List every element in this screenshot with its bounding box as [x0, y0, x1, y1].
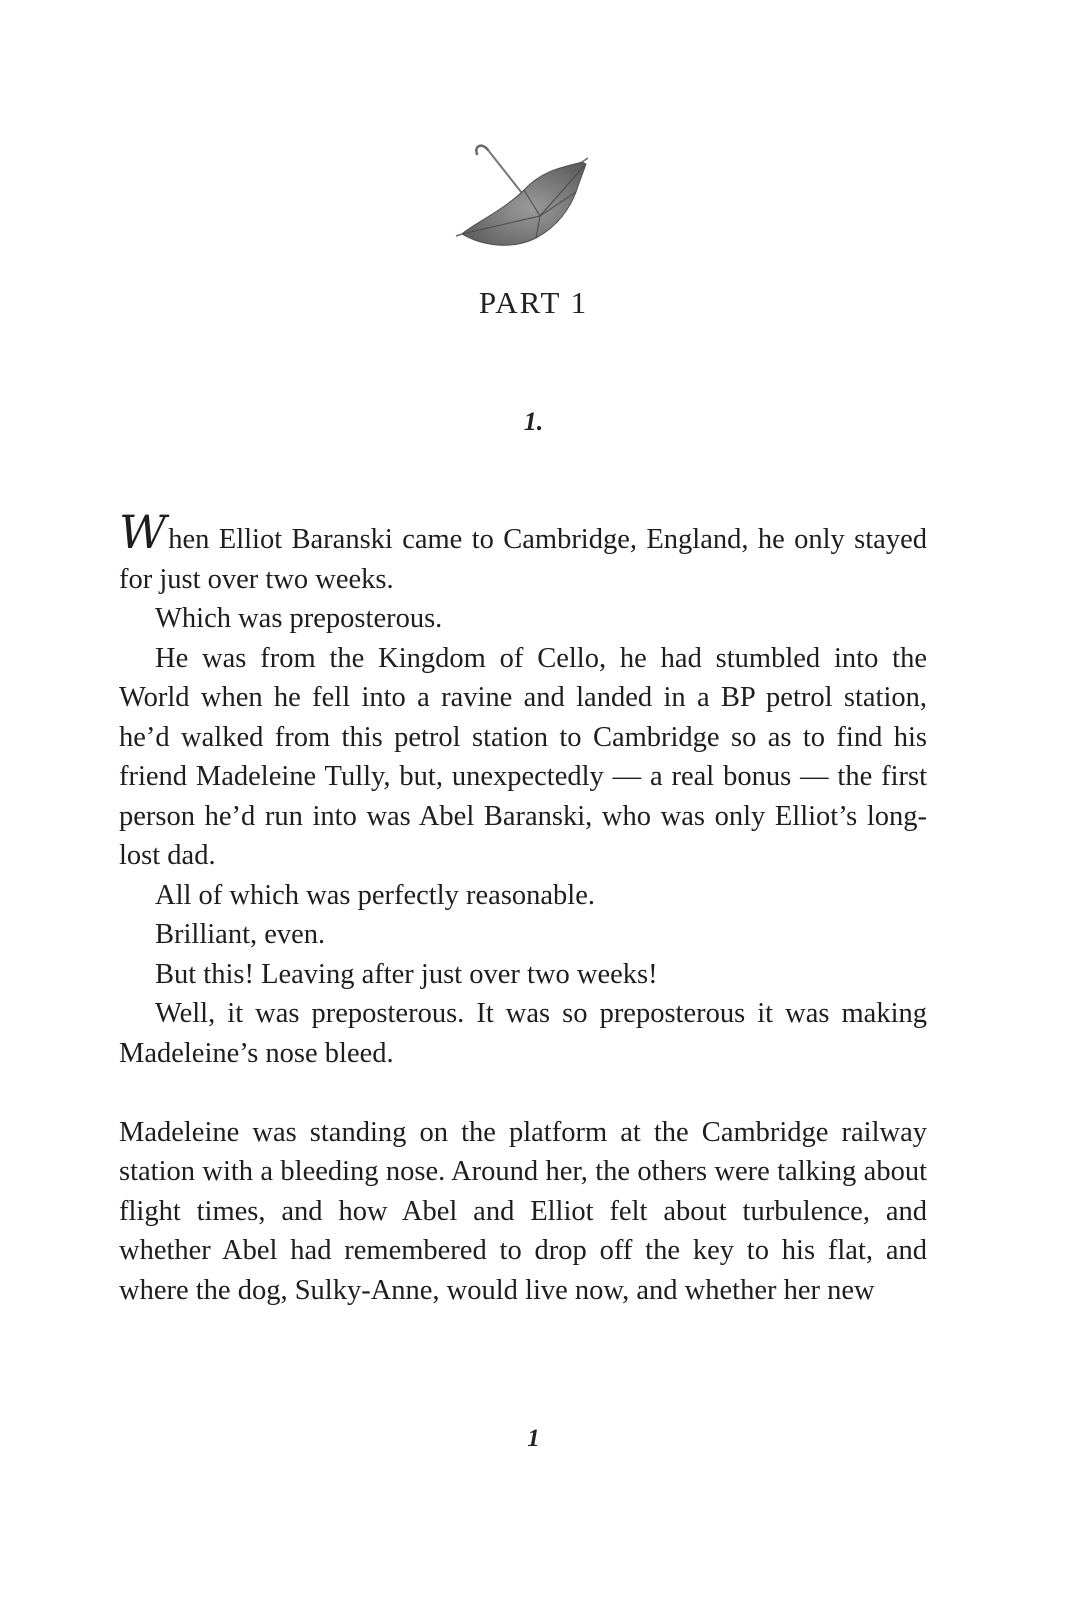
paragraph-opening [119, 505, 927, 599]
paragraph: He was from the Kingdom of Cello, he had stumbled into the World when he fell into a ravine and landed in a BP petrol station, he’d walked from this petrol station to Cambridge so as to find his friend Madeleine Tully, but, unexpectedly — a real bonus — the first person he’d run into was Abel Baranski, who was only Elliot’s long-lost dad. [119, 642, 927, 871]
paragraph: Brilliant, even. [155, 919, 326, 950]
drop-initial: W [119, 505, 166, 559]
paragraph: But this! Leaving after just over two weeks! [155, 958, 658, 990]
part-title: PART 1 [478, 285, 589, 320]
umbrella-icon [452, 138, 602, 258]
opening-text: hen Elliot Baranski came to Cambridge, England, he only stayed for just over two weeks. [119, 524, 927, 595]
paragraph: All of which was perfectly reasonable. [155, 879, 595, 911]
paragraph: Which was preposterous. [155, 603, 443, 634]
paragraph-section-start: Madeleine was standing on the platform at the Cambridge railway station with a bleeding nose. Around her, the others were talking about flight times, and how Abel and Elliot felt about turbulence, and whether Abel had remembered to drop off the key to his flat, and where the dog, Sulky-Anne, would live now, and whether her new [119, 1116, 927, 1306]
body-text [119, 505, 927, 1310]
page-number: 1 [527, 1425, 540, 1452]
chapter-number: 1. [523, 407, 544, 436]
paragraph: Well, it was preposterous. It was so preposterous it was making Madeleine’s nose bleed. [119, 998, 927, 1069]
